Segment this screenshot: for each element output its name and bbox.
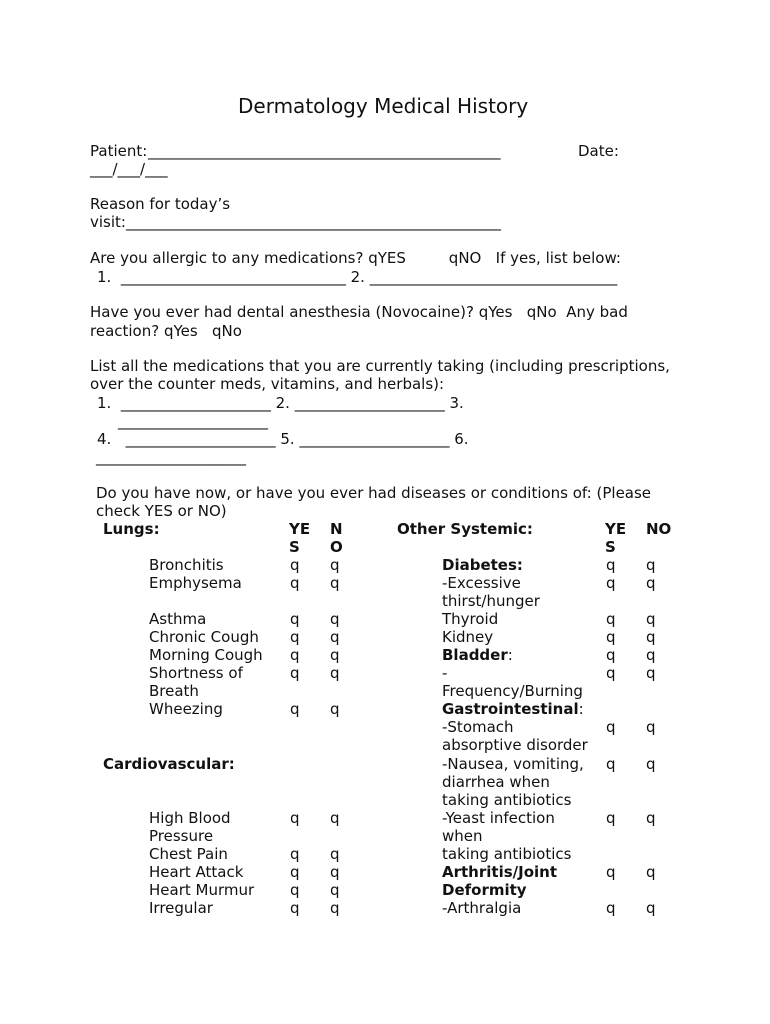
lungs-no-checkbox[interactable]: q <box>330 610 340 628</box>
dental-question[interactable]: Have you ever had dental anesthesia (Novocaine)? qYes qNo Any bad <box>90 303 628 321</box>
right-condition-label: -Nausea, vomiting, <box>442 755 584 773</box>
right-no-checkbox[interactable]: q <box>646 899 656 917</box>
reason-label: Reason for today’s <box>90 195 231 213</box>
right-condition-label: thirst/hunger <box>442 592 540 610</box>
lungs-condition-label: Shortness of <box>149 664 243 682</box>
medication-fields-1-3[interactable]: 1. ____________________ 2. ____________________ 3. <box>97 394 464 412</box>
medications-instruction-2: over the counter meds, vitamins, and herbals): <box>90 375 445 393</box>
right-yes-checkbox[interactable]: q <box>606 809 616 827</box>
cardiovascular-header: Cardiovascular: <box>103 755 235 773</box>
left-no-header-1: N <box>330 520 343 538</box>
cardio-yes-checkbox[interactable]: q <box>290 881 300 899</box>
right-condition-label: -Stomach <box>442 718 514 736</box>
right-no-header: NO <box>646 520 672 538</box>
lungs-yes-checkbox[interactable]: q <box>290 574 300 592</box>
lungs-no-checkbox[interactable]: q <box>330 574 340 592</box>
right-yes-checkbox[interactable]: q <box>606 899 616 917</box>
right-yes-header-1: YE <box>605 520 627 538</box>
allergy-list-fields[interactable]: 1. ______________________________ 2. _________________________________ <box>97 268 618 286</box>
right-yes-checkbox[interactable]: q <box>606 664 616 682</box>
right-no-checkbox[interactable]: q <box>646 755 656 773</box>
right-condition-label: diarrhea when <box>442 773 550 791</box>
lungs-condition-label: Asthma <box>149 610 207 628</box>
lungs-condition-label: Bronchitis <box>149 556 224 574</box>
right-yes-checkbox[interactable]: q <box>606 628 616 646</box>
lungs-yes-checkbox[interactable]: q <box>290 610 300 628</box>
right-yes-checkbox[interactable]: q <box>606 646 616 664</box>
right-no-checkbox[interactable]: q <box>646 556 656 574</box>
right-condition-label: -Arthralgia <box>442 899 522 917</box>
right-yes-checkbox[interactable]: q <box>606 718 616 736</box>
right-no-checkbox[interactable]: q <box>646 809 656 827</box>
lungs-yes-checkbox[interactable]: q <box>290 664 300 682</box>
conditions-instruction-2: check YES or NO) <box>96 502 227 520</box>
right-condition-label: Arthritis/Joint <box>442 863 557 881</box>
condition-label-suffix: : <box>507 646 513 664</box>
date-label: Date: <box>578 142 619 160</box>
right-condition-label: Kidney <box>442 628 494 646</box>
lungs-condition-label: Chronic Cough <box>149 628 259 646</box>
right-no-checkbox[interactable]: q <box>646 646 656 664</box>
dental-reaction[interactable]: reaction? qYes qNo <box>90 322 242 340</box>
right-condition-label: Thyroid <box>442 610 499 628</box>
lungs-header: Lungs: <box>103 520 160 538</box>
lungs-no-checkbox[interactable]: q <box>330 628 340 646</box>
right-yes-checkbox[interactable]: q <box>606 556 616 574</box>
lungs-no-checkbox[interactable]: q <box>330 646 340 664</box>
cardio-no-checkbox[interactable]: q <box>330 863 340 881</box>
reason-field[interactable]: visit:__________________________________________________ <box>90 213 501 231</box>
medication-fields-4-6[interactable]: 4. ____________________ 5. ____________________ 6. <box>97 430 469 448</box>
other-systemic-header: Other Systemic: <box>397 520 533 538</box>
lungs-condition-label: Wheezing <box>149 700 223 718</box>
right-yes-checkbox[interactable]: q <box>606 863 616 881</box>
cardio-condition-label: Irregular <box>149 899 213 917</box>
right-condition-label: -Excessive <box>442 574 521 592</box>
date-field[interactable]: ___/___/___ <box>90 160 168 178</box>
lungs-yes-checkbox[interactable]: q <box>290 556 300 574</box>
lungs-condition-label: Emphysema <box>149 574 242 592</box>
cardio-yes-checkbox[interactable]: q <box>290 863 300 881</box>
patient-name-field[interactable]: _______________________________________________ <box>148 142 501 160</box>
right-no-checkbox[interactable]: q <box>646 718 656 736</box>
right-condition-label: absorptive disorder <box>442 736 588 754</box>
page-title: Dermatology Medical History <box>238 94 529 118</box>
cardio-yes-checkbox[interactable]: q <box>290 845 300 863</box>
right-no-checkbox[interactable]: q <box>646 628 656 646</box>
right-no-checkbox[interactable]: q <box>646 664 656 682</box>
lungs-no-checkbox[interactable]: q <box>330 556 340 574</box>
condition-label-suffix: : <box>578 700 584 718</box>
conditions-instruction: Do you have now, or have you ever had diseases or conditions of: (Please <box>96 484 652 502</box>
right-condition-label: Frequency/Burning <box>442 682 583 700</box>
cardio-condition-label: Chest Pain <box>149 845 228 863</box>
right-condition-label: - <box>442 664 448 682</box>
right-condition-label: taking antibiotics <box>442 845 572 863</box>
condition-label-bold: Gastrointestinal <box>442 700 579 718</box>
cardio-yes-checkbox[interactable]: q <box>290 899 300 917</box>
cardio-yes-checkbox[interactable]: q <box>290 809 300 827</box>
right-condition-label: when <box>442 827 483 845</box>
cardio-condition-label: Heart Murmur <box>149 881 255 899</box>
right-yes-checkbox[interactable]: q <box>606 610 616 628</box>
medications-instruction: List all the medications that you are currently taking (including prescriptions, <box>90 357 670 375</box>
patient-label: Patient: <box>90 142 148 160</box>
lungs-condition-label: Morning Cough <box>149 646 263 664</box>
left-yes-header-1: YE <box>289 520 311 538</box>
left-yes-header-2: S <box>289 538 300 556</box>
lungs-yes-checkbox[interactable]: q <box>290 628 300 646</box>
lungs-no-checkbox[interactable]: q <box>330 700 340 718</box>
right-condition-label: Diabetes: <box>442 556 523 574</box>
right-condition-label <box>442 700 584 718</box>
cardio-condition-label: Heart Attack <box>149 863 244 881</box>
medication-field-6[interactable]: ____________________ <box>96 448 246 466</box>
lungs-no-checkbox[interactable]: q <box>330 664 340 682</box>
right-condition-label: taking antibiotics <box>442 791 572 809</box>
right-condition-label <box>442 646 513 664</box>
right-no-checkbox[interactable]: q <box>646 574 656 592</box>
lungs-yes-checkbox[interactable]: q <box>290 646 300 664</box>
right-yes-checkbox[interactable]: q <box>606 755 616 773</box>
right-condition-label: -Yeast infection <box>442 809 555 827</box>
cardio-no-checkbox[interactable]: q <box>330 899 340 917</box>
right-yes-checkbox[interactable]: q <box>606 574 616 592</box>
cardio-condition-label: Pressure <box>149 827 214 845</box>
allergy-question[interactable]: Are you allergic to any medications? qYES qNO If yes, list below: <box>90 249 621 267</box>
cardio-no-checkbox[interactable]: q <box>330 845 340 863</box>
right-condition-label: Deformity <box>442 881 527 899</box>
lungs-condition-label: Breath <box>149 682 199 700</box>
left-no-header-2: O <box>330 538 343 556</box>
lungs-yes-checkbox[interactable]: q <box>290 700 300 718</box>
cardio-no-checkbox[interactable]: q <box>330 809 340 827</box>
medication-field-3[interactable]: ____________________ <box>118 412 268 430</box>
cardio-no-checkbox[interactable]: q <box>330 881 340 899</box>
condition-label-bold: Bladder <box>442 646 508 664</box>
right-no-checkbox[interactable]: q <box>646 863 656 881</box>
right-yes-header-2: S <box>605 538 616 556</box>
right-no-checkbox[interactable]: q <box>646 610 656 628</box>
cardio-condition-label: High Blood <box>149 809 231 827</box>
